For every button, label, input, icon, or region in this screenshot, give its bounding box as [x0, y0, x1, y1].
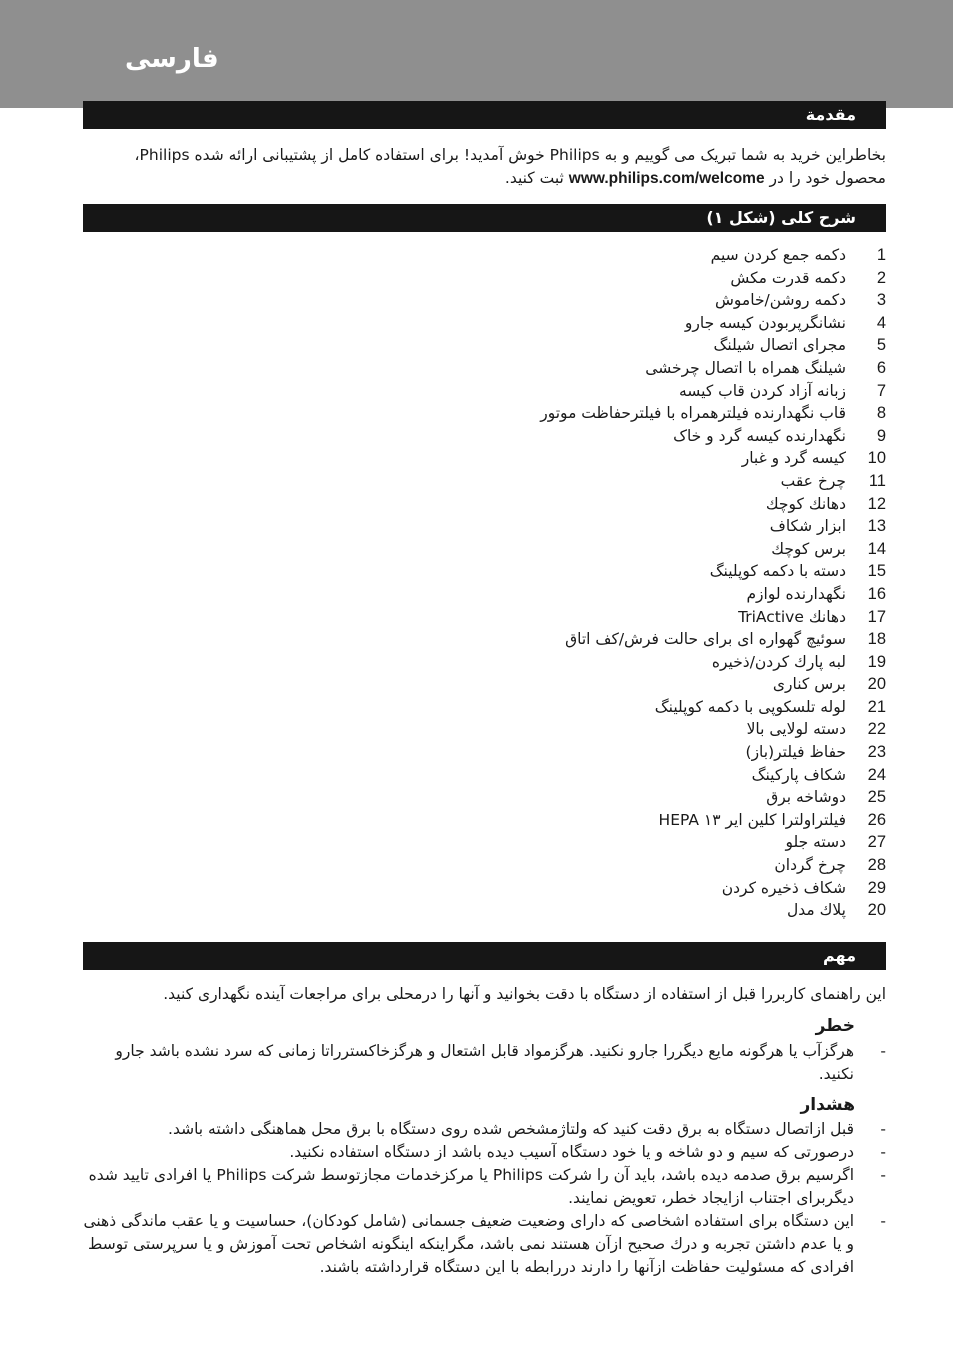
item-number: 5	[876, 336, 886, 355]
item-label: زبانه آزاد کردن قاب کیسه	[679, 381, 846, 400]
list-item	[400, 402, 886, 425]
item-number: 6	[876, 358, 886, 377]
list-item	[400, 583, 886, 606]
item-number: 10	[867, 449, 886, 468]
important-heading: مهم	[822, 946, 856, 965]
list-item	[80, 1141, 886, 1164]
item-number: 13	[867, 517, 886, 536]
item-label: دوشاخه برق	[766, 788, 846, 807]
item-label: دسته جلو	[785, 833, 846, 852]
header-band	[0, 0, 953, 108]
item-label: لوله تلسکوپی با دکمه کوپلینگ	[654, 697, 846, 716]
item-label: برس كوچك	[771, 539, 846, 558]
item-label: برس کناری	[772, 675, 846, 694]
welcome-website-link[interactable]: www.philips.com/welcome	[568, 170, 765, 187]
item-label: کیسه گرد و غبار	[741, 449, 846, 468]
bullet-dash: -	[880, 1143, 886, 1161]
list-item	[80, 1164, 886, 1210]
intro-text-after: ثبت کنید.	[504, 169, 564, 187]
item-label: شیلنگ همراه با اتصال چرخشی	[645, 358, 846, 377]
item-number: 8	[876, 404, 886, 423]
item-number: 9	[876, 426, 886, 445]
list-item	[400, 560, 886, 583]
item-label: پلاك مدل	[787, 901, 846, 920]
item-label: لبه پارك كردن/ذخیره	[711, 652, 846, 671]
bullet-dash: -	[880, 1212, 886, 1230]
item-label: ابزار شكاف	[769, 517, 846, 536]
item-number: 29	[867, 878, 886, 897]
list-item	[400, 809, 886, 832]
danger-list	[80, 1040, 886, 1086]
list-item	[400, 831, 886, 854]
item-number: 19	[867, 652, 886, 671]
item-number: 3	[876, 291, 886, 310]
item-number: 20	[867, 901, 886, 920]
important-intro: این راهنمای کاربررا قبل از استفاده از دستگاه با دقت بخوانید و آنها را درمحلی برای مراجعات آینده نگهداری کنید.	[163, 985, 886, 1003]
list-item	[400, 696, 886, 719]
bullet-dash: -	[880, 1120, 886, 1138]
list-item	[400, 786, 886, 809]
item-label: دکمه روشن/خاموش	[715, 291, 846, 310]
item-label: قاب نگهدارنده فیلترهمراه با فیلترحفاظت موتور	[540, 404, 846, 423]
warning-list	[80, 1118, 886, 1279]
item-label: دسته با دکمه کوپلینگ	[709, 562, 846, 581]
list-item	[400, 718, 886, 741]
item-number: 17	[867, 607, 886, 626]
item-number: 1	[876, 246, 886, 264]
item-label: شکاف ذخیره کردن	[721, 878, 846, 897]
list-item	[400, 854, 886, 877]
item-number: 2	[876, 268, 886, 287]
item-label: چرخ عقب	[780, 471, 846, 490]
list-item	[400, 899, 886, 922]
bullet-text: اگرسیم برق صدمه دیده باشد، باید آن را شرکت Philips یا مرکزخدمات مجازتوسط شرکت Philips یا افرادی تایید شده دیگربرای اجتناب ازایجاد خطر، تعویض نمایند.	[88, 1166, 854, 1207]
parts-list	[400, 244, 886, 922]
list-item	[400, 289, 886, 312]
list-item	[400, 606, 886, 629]
item-number: 25	[867, 788, 886, 807]
item-number: 12	[867, 494, 886, 513]
list-item	[400, 425, 886, 448]
list-item	[400, 741, 886, 764]
bullet-text: این دستگاه برای استفاده اشخاصی که دارای وضعیت ضعیف جسمانی (شامل کودکان)، حساسیت و یا عقب ماندگی ذهنی و یا عدم داشتن تجربه و درك صحیح ازآن هستند نمی باشد، مگراینکه اینگونه اشخاص تحت آموزش و یا سرپرستی توسط افرادی که مسئولیت حفاظت ازآنها را دارند دررابطه با این دستگاه قرارداشته باشند.	[83, 1212, 854, 1276]
list-item	[400, 312, 886, 335]
intro-heading: مقدمة	[805, 105, 856, 124]
intro-heading-bar	[83, 101, 886, 129]
item-label: نگهدارنده کیسه گرد و خاک	[673, 426, 846, 445]
bullet-dash: -	[880, 1042, 886, 1060]
list-item	[400, 764, 886, 787]
item-number: 27	[867, 833, 886, 852]
item-number: 24	[867, 765, 886, 784]
item-number: 26	[867, 810, 886, 829]
important-heading-bar	[83, 942, 886, 970]
list-item	[400, 515, 886, 538]
list-item	[400, 628, 886, 651]
list-item	[400, 244, 886, 267]
item-label: سوئیچ گهواره ای برای حالت فرش/کف اتاق	[565, 630, 846, 649]
list-item	[400, 877, 886, 900]
item-number: 23	[867, 743, 886, 762]
item-label: حفاظ فیلتر(باز)	[745, 743, 846, 762]
list-item	[400, 470, 886, 493]
item-label: دهانك كوچك	[765, 494, 846, 513]
item-label: فیلتراولترا کلین ایر HEPA ۱۳	[658, 810, 846, 829]
item-number: 21	[867, 697, 886, 716]
list-item	[400, 673, 886, 696]
item-label: مجرای اتصال شیلنگ	[713, 336, 846, 355]
list-item	[400, 357, 886, 380]
item-number: 20	[867, 675, 886, 694]
item-number: 14	[867, 539, 886, 558]
item-number: 22	[867, 720, 886, 739]
warning-title: هشدار	[800, 1095, 855, 1115]
item-label: دکمه جمع کردن سیم	[710, 246, 846, 264]
item-label: دسته لولایی بالا	[746, 720, 846, 739]
item-label: نشانگرپربودن کیسه جارو	[684, 313, 846, 332]
item-number: 16	[867, 584, 886, 603]
list-item	[400, 538, 886, 561]
danger-title: خطر	[815, 1016, 855, 1036]
list-item	[80, 1118, 886, 1141]
list-item	[400, 380, 886, 403]
item-label: دکمه قدرت مکش	[730, 268, 846, 287]
list-item	[400, 651, 886, 674]
list-item	[400, 267, 886, 290]
bullet-dash: -	[880, 1166, 886, 1184]
item-number: 11	[868, 471, 886, 490]
item-label: چرخ گردان	[774, 856, 846, 875]
list-item	[400, 334, 886, 357]
item-number: 15	[867, 562, 886, 581]
language-title: فارسی	[125, 44, 219, 74]
list-item	[400, 447, 886, 470]
item-number: 7	[876, 381, 886, 400]
intro-paragraph	[120, 144, 886, 190]
intro-text-before: بخاطراین خرید به شما تبریک می گوییم و به Philips خوش آمدید! برای استفاده کامل از پشتیبانی ارائه شده Philips، محصول خود را در	[134, 146, 886, 187]
list-item	[80, 1210, 886, 1279]
overview-heading: شرح کلی (شکل ۱)	[706, 208, 856, 227]
bullet-text: درصورتی که سیم و دو شاخه و یا خود دستگاه آسیب دیده باشد از دستگاه استفاده نکنید.	[289, 1143, 854, 1161]
item-number: 18	[867, 630, 886, 649]
bullet-text: هرگزآب یا هرگونه مایع دیگررا جارو نکنید. هرگزمواد قابل اشتعال و هرگزخاکسترراتا زمانی که سرد نشده باشد جارو نکنید.	[115, 1042, 854, 1083]
item-label: نگهدارنده لوازم	[746, 584, 846, 603]
item-number: 4	[876, 313, 886, 332]
overview-heading-bar	[83, 204, 886, 232]
list-item	[400, 493, 886, 516]
item-number: 28	[867, 856, 886, 875]
bullet-text: قبل ازاتصال دستگاه به برق دقت کنید که ولتاژمشخص شده روی دستگاه با برق محل هماهنگی داشته باشد.	[168, 1120, 854, 1138]
list-item	[80, 1040, 886, 1086]
item-label: دهانك TriActive	[738, 607, 846, 626]
item-label: شکاف پارکینگ	[751, 765, 846, 784]
